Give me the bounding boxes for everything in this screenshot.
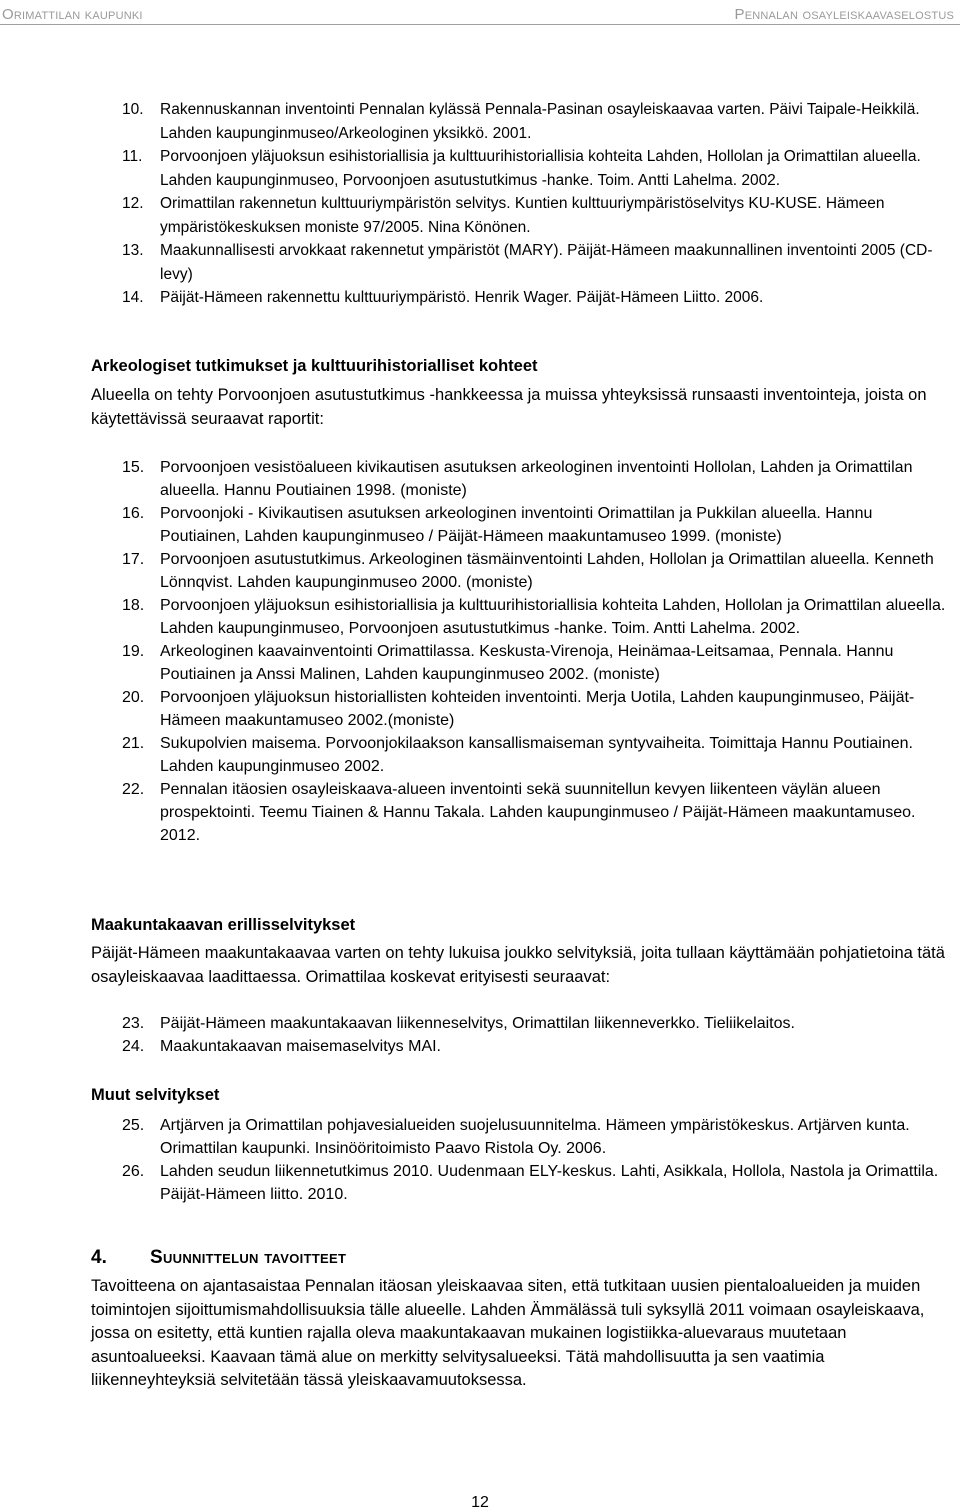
list-item: 23. Päijät-Hämeen maakuntakaavan liikenneselvitys, Orimattilan liikenneverkko. Tieliikelaitos.: [122, 1015, 795, 1032]
reference-list-muut: [122, 1114, 952, 1206]
list-item: 15. Porvoonjoen vesistöalueen kivikautisen asutuksen arkeologinen inventointi Hollolan, Lahden ja Orimattilan alueella. Hannu Poutiainen 1998. (moniste): [122, 459, 913, 499]
list-item: 13. Maakunnallisesti arvokkaat rakennetut ympäristöt (MARY). Päijät-Hämeen maakunnallinen inventointi 2005 (CD-levy): [122, 242, 933, 283]
reference-list-maak: [122, 1012, 952, 1058]
reference-list-arch: [122, 456, 952, 847]
header-rule: [0, 24, 960, 25]
list-item: 16. Porvoonjoki - Kivikautisen asutuksen arkeologinen inventointi Orimattilan ja Pukkilan alueella. Hannu Poutiainen, Lahden kaupunginmuseo / Päijät-Hämeen maakuntamuseo 1999. (moniste): [122, 505, 873, 545]
list-item: 25. Artjärven ja Orimattilan pohjavesialueiden suojelusuunnitelma. Hämeen ympäristökeskus. Artjärven kunta. Orimattilan kaupunki. Insinööritoimisto Paavo Ristola Oy. 2006.: [122, 1117, 910, 1157]
list-item: 22. Pennalan itäosien osayleiskaava-alueen inventointi sekä suunnitellun kevyen liikenteen väylän alueen prospektointi. Teemu Tiainen & Hannu Takala. Lahden kaupunginmuseo / Päijät-Hämeen maakuntamuseo. 2012.: [122, 781, 916, 844]
section-heading-maak: Maakuntakaavan erillisselvitykset: [91, 916, 356, 934]
list-item: 18. Porvoonjoen yläjuoksun esihistoriallisia ja kulttuurihistoriallisia kohteita Lahden, Hollolan ja Orimattilan alueella. Lahden kaupunginmuseo, Porvoonjoen asutustutkimus -hanke. Toim. Antti Lahelma. 2002.: [122, 597, 946, 637]
list-item: 17. Porvoonjoen asutustutkimus. Arkeologinen täsmäinventointi Lahden, Hollolan ja Orimattilan alueella. Kenneth Lönnqvist. Lahden kaupunginmuseo 2000. (moniste): [122, 551, 934, 591]
header-left: Orimattilan kaupunki: [2, 6, 143, 23]
page-number: 12: [471, 1494, 489, 1511]
section-arch-intro: Alueella on tehty Porvoonjoen asutustutkimus -hankkeessa ja muissa yhteyksissä runsaasti inventointeja, joista on käytettävissä seuraavat raportit:: [91, 386, 927, 428]
section4-body: Tavoitteena on ajantasaistaa Pennalan itäosan yleiskaavaa siten, että tutkitaan uusien pientaloalueiden ja muiden toimintojen sijoittumismahdollisuuksia tälle alueelle. Lahden Ämmälässä tuli syksyllä 2011 voimaan osayleiskaava, jossa on esitetty, että kuntien rajalla oleva maakuntakaavan mukainen logistiikka-aluevaraus muutetaan asuntoalueeksi. Kaavaan tämä alue on merkitty selvitysalueeksi. Tätä mahdollisuutta ja sen vaatimia liikenneyhteyksiä selvitetään tässä yleiskaavamuutoksessa.: [91, 1277, 925, 1389]
section-heading-muut: Muut selvitykset: [91, 1086, 220, 1104]
list-item: 24. Maakuntakaavan maisemaselvitys MAI.: [122, 1038, 441, 1055]
list-item: 11. Porvoonjoen yläjuoksun esihistoriallisia ja kulttuurihistoriallisia kohteita Lahden, Hollolan ja Orimattilan alueella. Lahden kaupunginmuseo, Porvoonjoen asutustutkimus -hanke. Toim. Antti Lahelma. 2002.: [122, 148, 921, 189]
list-item: 12. Orimattilan rakennetun kulttuuriympäristön selvitys. Kuntien kulttuuriympäristöselvitys KU-KUSE. Hämeen ympäristökeskuksen moniste 97/2005. Nina Könönen.: [122, 195, 885, 236]
section-title: Suunnittelun tavoitteet: [150, 1247, 347, 1268]
list-item: 10. Rakennuskannan inventointi Pennalan kylässä Pennala-Pasinan osayleiskaavaa varten. Päivi Taipale-Heikkilä. Lahden kaupunginmuseo/Arkeologinen yksikkö. 2001.: [122, 101, 920, 142]
section-maak-intro: Päijät-Hämeen maakuntakaavaa varten on tehty lukuisa joukko selvityksiä, joita tullaan käyttämään pohjatietoina tätä osayleiskaavaa laadittaessa. Orimattilaa koskevat erityisesti seuraavat:: [91, 944, 945, 986]
list-item: 21. Sukupolvien maisema. Porvoonjokilaakson kansallismaiseman syntyvaiheita. Toimittaja Hannu Poutiainen. Lahden kaupunginmuseo 2002.: [122, 735, 913, 775]
section-number: 4.: [91, 1247, 107, 1268]
list-item: 20. Porvoonjoen yläjuoksun historiallisten kohteiden inventointi. Merja Uotila, Lahden kaupunginmuseo, Päijät-Hämeen maakuntamuseo 2002.(moniste): [122, 689, 915, 729]
page-header: [0, 6, 960, 26]
list-item: 14. Päijät-Hämeen rakennettu kulttuuriympäristö. Henrik Wager. Päijät-Hämeen Liitto. 2006.: [122, 289, 764, 306]
reference-list-1: [122, 98, 952, 310]
section-heading-arch: Arkeologiset tutkimukset ja kulttuurihistorialliset kohteet: [91, 357, 538, 375]
list-item: 19. Arkeologinen kaavainventointi Orimattilassa. Keskusta-Virenoja, Heinämaa-Leitsamaa, Pennala. Hannu Poutiainen ja Anssi Malinen, Lahden kaupunginmuseo 2002. (moniste): [122, 643, 894, 683]
list-item: 26. Lahden seudun liikennetutkimus 2010. Uudenmaan ELY-keskus. Lahti, Asikkala, Hollola, Nastola ja Orimattila. Päijät-Hämeen liitto. 2010.: [122, 1163, 939, 1203]
header-right: Pennalan osayleiskaavaselostus: [734, 6, 954, 23]
